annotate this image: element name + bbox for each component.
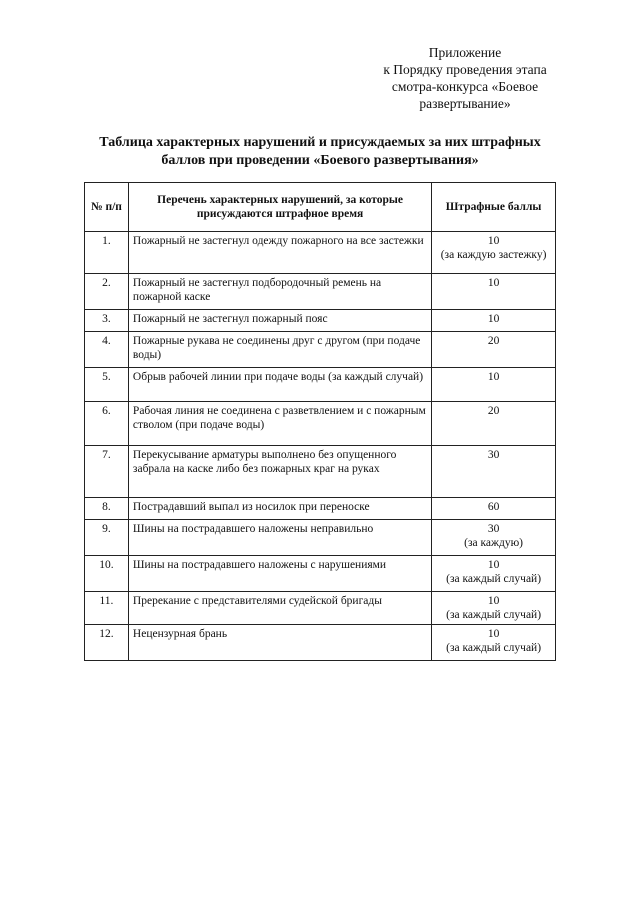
- header-desc: Перечень характерных нарушений, за которые присуждаются штрафное время: [128, 183, 431, 232]
- row-description: Пожарный не застегнул пожарный пояс: [128, 310, 431, 332]
- row-points-cell: [432, 625, 556, 661]
- row-number: 7.: [85, 446, 129, 498]
- row-points: 60: [487, 501, 500, 513]
- row-description: Пререкание с представителями судейской бригады: [128, 592, 431, 625]
- row-points-note: (за каждую застежку): [440, 249, 547, 261]
- row-description: Пожарный не застегнул одежду пожарного на все застежки: [128, 232, 431, 274]
- appendix-line: Приложение: [428, 45, 502, 60]
- table-row: [85, 402, 556, 446]
- row-points-note: (за каждый случай): [446, 642, 542, 654]
- row-description: Рабочая линия не соединена с разветвлением и с пожарным стволом (при подаче воды): [128, 402, 431, 446]
- table-row: [85, 592, 556, 625]
- table-header-row: [85, 183, 556, 232]
- row-number: 5.: [85, 368, 129, 402]
- title-line: Таблица характерных нарушений и присуждаемых за них штрафных: [99, 135, 541, 150]
- row-points-cell: [432, 274, 556, 310]
- row-points: 10: [487, 628, 500, 640]
- row-number: 2.: [85, 274, 129, 310]
- row-points-cell: [432, 310, 556, 332]
- header-points: Штрафные баллы: [432, 183, 556, 232]
- table-row: [85, 368, 556, 402]
- table-row: [85, 332, 556, 368]
- row-points-note: (за каждую): [464, 537, 523, 549]
- appendix-line: развертывание»: [419, 96, 511, 111]
- row-description: Пожарные рукава не соединены друг с другом (при подаче воды): [128, 332, 431, 368]
- title-line: баллов при проведении «Боевого развертывания»: [161, 153, 479, 168]
- row-points-cell: [432, 520, 556, 556]
- table-row: [85, 232, 556, 274]
- row-points-cell: [432, 368, 556, 402]
- row-description: Перекусывание арматуры выполнено без опущенного забрала на каске либо без пожарных краг на руках: [128, 446, 431, 498]
- row-points: 10: [487, 559, 500, 571]
- row-number: 9.: [85, 520, 129, 556]
- table-row: [85, 498, 556, 520]
- row-number: 11.: [85, 592, 129, 625]
- appendix-line: к Порядку проведения этапа: [383, 62, 547, 77]
- row-points: 20: [487, 335, 500, 347]
- table-row: [85, 520, 556, 556]
- row-points-cell: [432, 232, 556, 274]
- row-points-cell: [432, 402, 556, 446]
- row-points-cell: [432, 446, 556, 498]
- row-points: 10: [487, 277, 500, 289]
- table-row: [85, 556, 556, 592]
- row-number: 3.: [85, 310, 129, 332]
- appendix-line: смотра-конкурса «Боевое: [391, 79, 539, 94]
- table-row: [85, 625, 556, 661]
- row-points: 10: [487, 371, 500, 383]
- row-number: 1.: [85, 232, 129, 274]
- row-points-cell: [432, 592, 556, 625]
- row-description: Нецензурная брань: [128, 625, 431, 661]
- row-points: 10: [487, 313, 500, 325]
- row-points: 10: [487, 235, 500, 247]
- row-points: 30: [487, 449, 500, 461]
- row-description: Шины на пострадавшего наложены неправильно: [128, 520, 431, 556]
- row-number: 4.: [85, 332, 129, 368]
- row-number: 6.: [85, 402, 129, 446]
- row-description: Пожарный не застегнул подбородочный ремень на пожарной каске: [128, 274, 431, 310]
- row-points-cell: [432, 498, 556, 520]
- row-points-cell: [432, 556, 556, 592]
- table-row: [85, 446, 556, 498]
- table-row: [85, 310, 556, 332]
- row-number: 8.: [85, 498, 129, 520]
- document-title: [40, 134, 600, 170]
- row-points: 10: [487, 595, 500, 607]
- appendix-header: [340, 44, 590, 112]
- violations-table: [84, 182, 556, 661]
- table-row: [85, 274, 556, 310]
- row-points-note: (за каждый случай): [446, 609, 542, 621]
- row-points-cell: [432, 332, 556, 368]
- header-num: № п/п: [85, 183, 129, 232]
- row-number: 12.: [85, 625, 129, 661]
- row-description: Шины на пострадавшего наложены с нарушениями: [128, 556, 431, 592]
- row-description: Пострадавший выпал из носилок при переноске: [128, 498, 431, 520]
- row-number: 10.: [85, 556, 129, 592]
- row-points: 30: [487, 523, 500, 535]
- row-points: 20: [487, 405, 500, 417]
- row-description: Обрыв рабочей линии при подаче воды (за каждый случай): [128, 368, 431, 402]
- row-points-note: (за каждый случай): [446, 573, 542, 585]
